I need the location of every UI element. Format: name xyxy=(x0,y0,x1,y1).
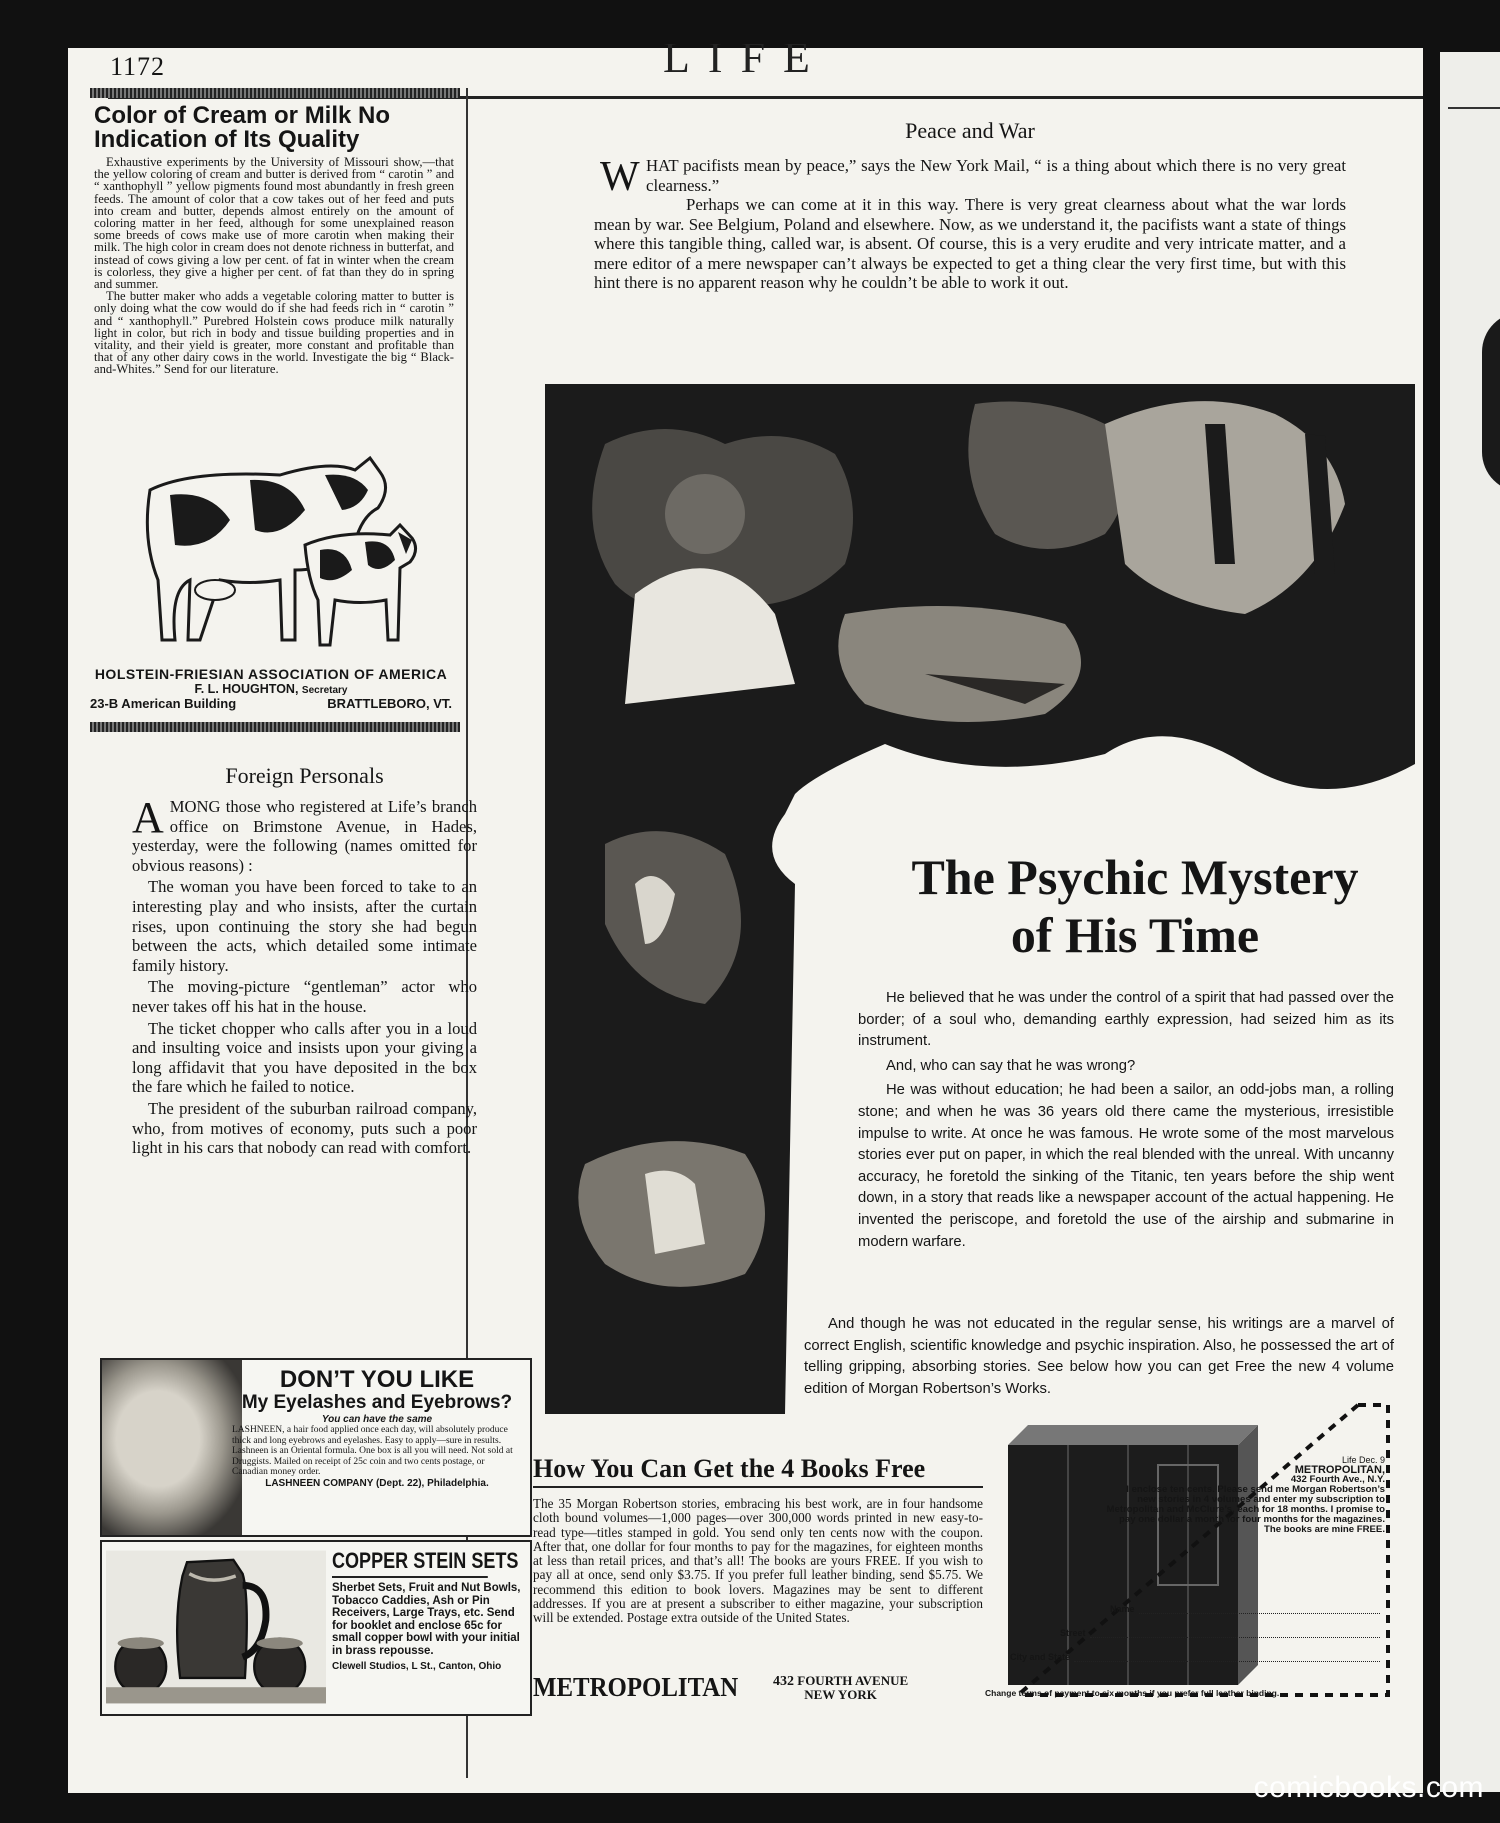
foreign-personals-intro: AMONG those who registered at Life’s branch office on Brimstone Avenue, in Hades, yesterday, were the following (names omitted for obvious reasons) : xyxy=(132,793,477,875)
page-number: 1172 xyxy=(110,52,166,81)
copper-ad-body: Sherbet Sets, Fruit and Nut Bowls, Tobacco Caddies, Ash or Pin Receivers, Large Trays, etc. Send for booklet and enclose 65c for small copper bowl with your initial in brass repousse. xyxy=(332,1582,521,1657)
coupon-fields xyxy=(1010,1604,1380,1676)
psychic-mystery-title xyxy=(860,848,1410,964)
foreign-personals xyxy=(132,763,477,1160)
page-header xyxy=(68,44,1423,92)
watermark: comicbooks.com xyxy=(1253,1771,1484,1804)
holstein-cows-illustration xyxy=(130,450,430,660)
secretary-title: Secretary xyxy=(301,685,348,696)
copper-ad xyxy=(100,1540,532,1716)
peace-and-war-body xyxy=(590,156,1350,293)
city-state-field[interactable]: City and State xyxy=(1010,1652,1380,1662)
foreign-personals-item: The woman you have been forced to take to an interesting play and who insists, after the curtain rises, upon continuing the story she had begun between the acts, which detailed some intimate family history. xyxy=(132,877,477,975)
eyelash-body: LASHNEEN, a hair food applied once each day, will absolutely produce thick and long eyebrows and eyelashes. Easy to apply—sure in results. Lashneen is an Oriental formula. One box is all you will need. Not sold at Druggists. Mailed on receipt of 25c coin and two cents postage, or Canadian money order. xyxy=(232,1425,513,1477)
address-right: BRATTLEBORO, VT. xyxy=(327,696,452,711)
books-free-heading: How You Can Get the 4 Books Free xyxy=(533,1454,983,1488)
eyelash-subhead: You can have the same xyxy=(321,1414,433,1425)
adjacent-page-illustration xyxy=(1482,312,1500,492)
secretary-line xyxy=(90,682,452,696)
association-name: HOLSTEIN-FRIESIAN ASSOCIATION OF AMERICA xyxy=(94,666,448,682)
masthead: LIFE xyxy=(663,44,828,72)
publisher-footer xyxy=(533,1672,993,1703)
psychic-closing-paragraph: And though he was not educated in the regular sense, his writings are a marvel of correct English, scientific knowledge and psychic inspiration. Also, he possessed the art of telling gripping, absorbing stories. See below how you can get Free the new 4 volume edition of Morgan Robertson’s Works. xyxy=(804,1316,1394,1397)
drop-cap: A xyxy=(132,793,164,842)
coupon-terms-note: Change terms of payment to six months if you prefer full leather binding. xyxy=(985,1688,1280,1698)
cream-ad-body xyxy=(94,156,454,376)
publisher-address-number: 432 xyxy=(773,1674,794,1689)
secretary-name: F. L. HOUGHTON, xyxy=(194,682,299,696)
psychic-title-line2: of His Time xyxy=(1010,907,1260,963)
foreign-personals-item: The moving-picture “gentleman” actor who never takes off his hat in the house. xyxy=(132,977,477,1016)
foreign-personals-body xyxy=(132,793,477,1158)
copper-stein-illustration xyxy=(106,1546,326,1708)
eyelash-footer: LASHNEEN COMPANY (Dept. 22), Philadelphia. xyxy=(265,1477,489,1489)
psychic-paragraph: He was without education; he had been a sailor, an odd-jobs man, a rolling stone; and when he was 36 years old there came the mysterious, irresistible impulse to write. At once he was famous. He wrote some of the most marvelous stories ever put on paper, in which the real blended with the unreal. With uncanny accuracy, he foretold the sinking of the Titanic, ten years before the ship went down, in a story that reads like a newspaper account of the actual happening. He invented the periscope, and foretold the use of the airship and submarine in modern warfare. xyxy=(858,1082,1394,1250)
holstein-footer xyxy=(90,666,452,711)
copper-ad-footer: Clewell Studios, L St., Canton, Ohio xyxy=(332,1660,502,1672)
psychic-paragraph: He believed that he was under the control of a spirit that had passed over the border; of a soul who, demanding earthly expression, had seized him as its instrument. xyxy=(858,990,1394,1050)
copper-ad-title: COPPER STEIN SETS xyxy=(332,1548,488,1578)
cream-ad xyxy=(90,94,458,376)
eyelash-headline1: DON’T YOU LIKE xyxy=(279,1366,475,1393)
address-line xyxy=(90,696,452,711)
peace-and-war xyxy=(590,118,1350,293)
cream-ad-paragraph: The butter maker who adds a vegetable coloring matter to butter is only doing what the cow would do if she had feeds rich in “ carotin ” and “ xanthophyll.” Purebred Holstein cows produce milk naturally light in color, but rich in body and tissue building properties and in vitality, and their yield is greater, more constant and profitable than that of any other dairy cows in the world. Investigate the big “ Black-and-Whites.” Send for our literature. xyxy=(94,289,454,377)
psychic-title-line1: The Psychic Mystery xyxy=(911,849,1359,905)
publisher-address xyxy=(773,1674,908,1701)
peace-and-war-quote: W HAT pacifists mean by peace,” says the New York Mail, “ is a thing about which there is no very great clearness.” xyxy=(600,154,1346,200)
coupon-address: 432 Fourth Ave., N.Y. xyxy=(1290,1474,1385,1485)
cream-ad-title: Color of Cream or Milk No Indication of Its Quality xyxy=(94,102,391,153)
publisher-address-line2: NEW YORK xyxy=(804,1687,877,1702)
coupon-text: I enclose ten cents. Please send me Morgan Robertson’s new stories in 4 volumes and enter my subscription to Metropolitan and McClure’s, each for 18 months. I promise to pay one dollar a month for four months for the magazines. The books are mine FREE. xyxy=(1106,1484,1385,1535)
coupon-life-date: Life Dec. 9 xyxy=(1341,1455,1385,1465)
books-free-body: The 35 Morgan Robertson stories, embracing his best work, are in four handsome cloth bound volumes—1,000 pages—over 300,000 words printed in new easy-to-read type—titles stamped in gold. You send only ten cents now with the coupon. After that, one dollar for four months to pay for the magazines, for eighteen months at less than retail prices, and that’s all! The books are yours FREE. If you wish to pay all at once, send only $3.75. If you prefer full leather binding, send $5.75. We recommend this edition to book lovers. Magazines may be sent to different addresses. If you are at present a subscriber to either magazine, your subscription will be extended. Postage extra outside of the United States. xyxy=(533,1496,983,1626)
foreign-personals-item: The president of the suburban railroad company, who, from motives of economy, puts such a poor light in his cars that nobody can read with comfort. xyxy=(132,1098,477,1158)
cream-ad-paragraph: Exhaustive experiments by the University of Missouri show,—that the yellow coloring of cream and butter is derived from “ carotin ” and “ xanthophyll ” yellow pigments found most abundantly in fresh green feeds. The amount of color that a cow takes out of her feed and puts into cream and butter, depends almost entirely on the amount of coloring matter in her feed, although for some unexplained reason some breeds of cows make use of more carotin when making their milk. The high color in cream does not denote richness in butterfat, and instead of cows giving a low per cent. of fat in winter when the cream is colorless, they give a higher per cent. of fat than they do in spring and summer. xyxy=(94,155,454,292)
foreign-personals-item: The ticket chopper who calls after you in a loud and insulting voice and insists upon your giving a long affidavit that you have deposited in the box the fare which he failed to notice. xyxy=(132,1018,477,1097)
woman-face-illustration xyxy=(102,1360,242,1535)
name-field[interactable]: Name xyxy=(1110,1604,1380,1614)
psychic-paragraph: And, who can say that he was wrong? xyxy=(886,1057,1136,1074)
eyelash-ad xyxy=(100,1358,532,1537)
eyelash-headline2: My Eyelashes and Eyebrows? xyxy=(241,1392,513,1413)
psychic-mystery-body xyxy=(858,988,1394,1256)
cream-ad-bottom-rule xyxy=(90,722,460,732)
foreign-personals-title: Foreign Personals xyxy=(225,763,384,788)
peace-and-war-title: Peace and War xyxy=(905,118,1035,143)
peace-drop-cap: W xyxy=(600,154,640,200)
coupon[interactable] xyxy=(1105,1455,1385,1535)
publisher-address-line1: FOURTH AVENUE xyxy=(797,1673,909,1688)
publisher-name: METROPOLITAN xyxy=(533,1672,739,1702)
small-cow xyxy=(305,525,416,645)
adjacent-page-edge xyxy=(1440,52,1500,1792)
coupon-metropolitan: METROPOLITAN, xyxy=(1294,1464,1385,1476)
street-field[interactable]: Street xyxy=(1060,1628,1380,1638)
peace-and-war-paragraph: Perhaps we can come at it in this way. There is very great clearness about what the war lords mean by war. See Belgium, Poland and elsewhere. Now, as we understand it, the pacifists want a state of things where this tangible thing, called war, is absent. Of course, this is a very erudite and very intricate matter, and a mere editor of a mere newspaper can’t always be expected to get a thing clear the very first time, but with this hint there is no apparent reason why he couldn’t be able to work it out. xyxy=(594,195,1346,292)
psychic-mystery-closing xyxy=(804,1314,1394,1400)
address-left: 23-B American Building xyxy=(90,696,237,711)
